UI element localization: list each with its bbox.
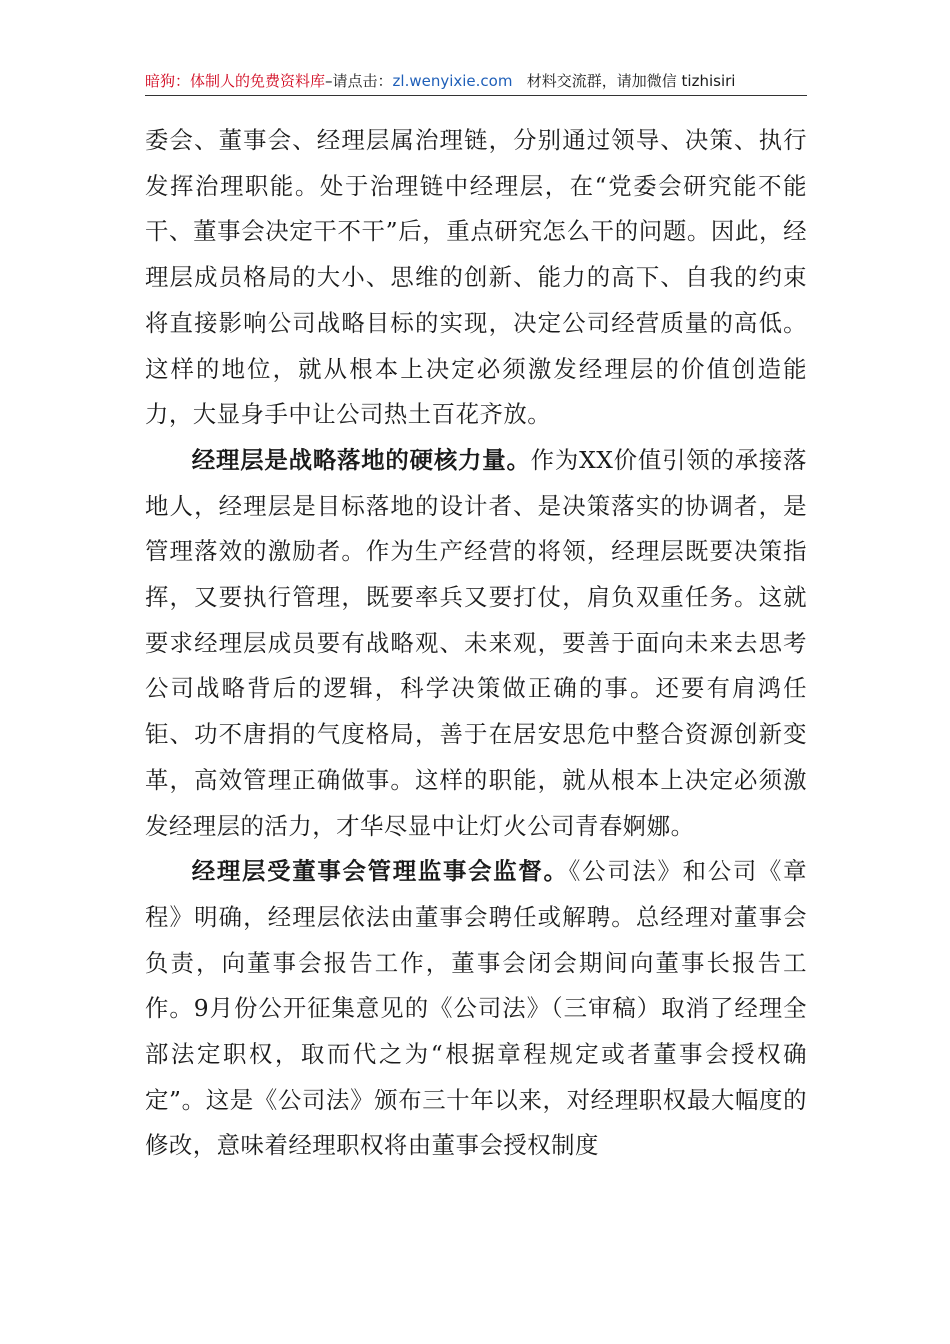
header-url-link[interactable]: zl.wenyixie.com	[392, 72, 513, 90]
paragraph-2-text: 作为XX价值引领的承接落地人，经理层是目标落地的设计者、是决策落实的协调者，是管理落效的激励者。作为生产经营的将领，经理层既要决策指挥，又要执行管理，既要率兵又要打仗，肩负双重任务。这就要求经理层成员要有战略观、未来观，要善于面向未来去思考公司战略背后的逻辑，科学决策做正确的事。还要有肩鸿任钜、功不唐捐的气度格局，善于在居安思危中整合资源创新变革，高效管理正确做事。这样的职能，就从根本上决定必须激发经理层的活力，才华尽显中让灯火公司青春婀娜。	[145, 445, 807, 840]
paragraph-1-text: 委会、董事会、经理层属治理链，分别通过领导、决策、执行发挥治理职能。处于治理链中经理层，在“党委会研究能不能干、董事会决定干不干”后，重点研究怎么干的问题。因此，经理层成员格局的大小、思维的创新、能力的高下、自我的约束将直接影响公司战略目标的实现，决定公司经营质量的高低。这样的地位，就从根本上决定必须激发经理层的价值创造能力，大显身手中让公司热土百花齐放。	[145, 126, 807, 429]
paragraph-2-heading: 经理层是战略落地的硬核力量。	[191, 445, 531, 474]
paragraph-1	[145, 118, 807, 438]
page-header	[145, 68, 807, 94]
header-brand: 暗狗：体制人的免费资料库	[145, 72, 326, 90]
header-prompt: –请点击：	[325, 72, 393, 90]
paragraph-3-text: 《公司法》和公司《章程》明确，经理层依法由董事会聘任或解聘。总经理对董事会负责，向董事会报告工作，董事会闭会期间向董事长报告工作。9月份公开征集意见的《公司法》（三审稿）取消了经理全部法定职权，取而代之为“根据章程规定或者董事会授权确定”。这是《公司法》颁布三十年以来，对经理职权最大幅度的修改，意味着经理职权将由董事会授权制度	[145, 857, 807, 1160]
paragraph-2	[145, 438, 807, 849]
paragraph-3	[145, 849, 807, 1169]
document-body	[145, 118, 807, 1169]
paragraph-3-heading: 经理层受董事会管理监事会监督。	[191, 857, 569, 886]
header-contact: 材料交流群，请加微信 tizhisiri	[526, 72, 736, 90]
header-divider	[145, 95, 807, 96]
